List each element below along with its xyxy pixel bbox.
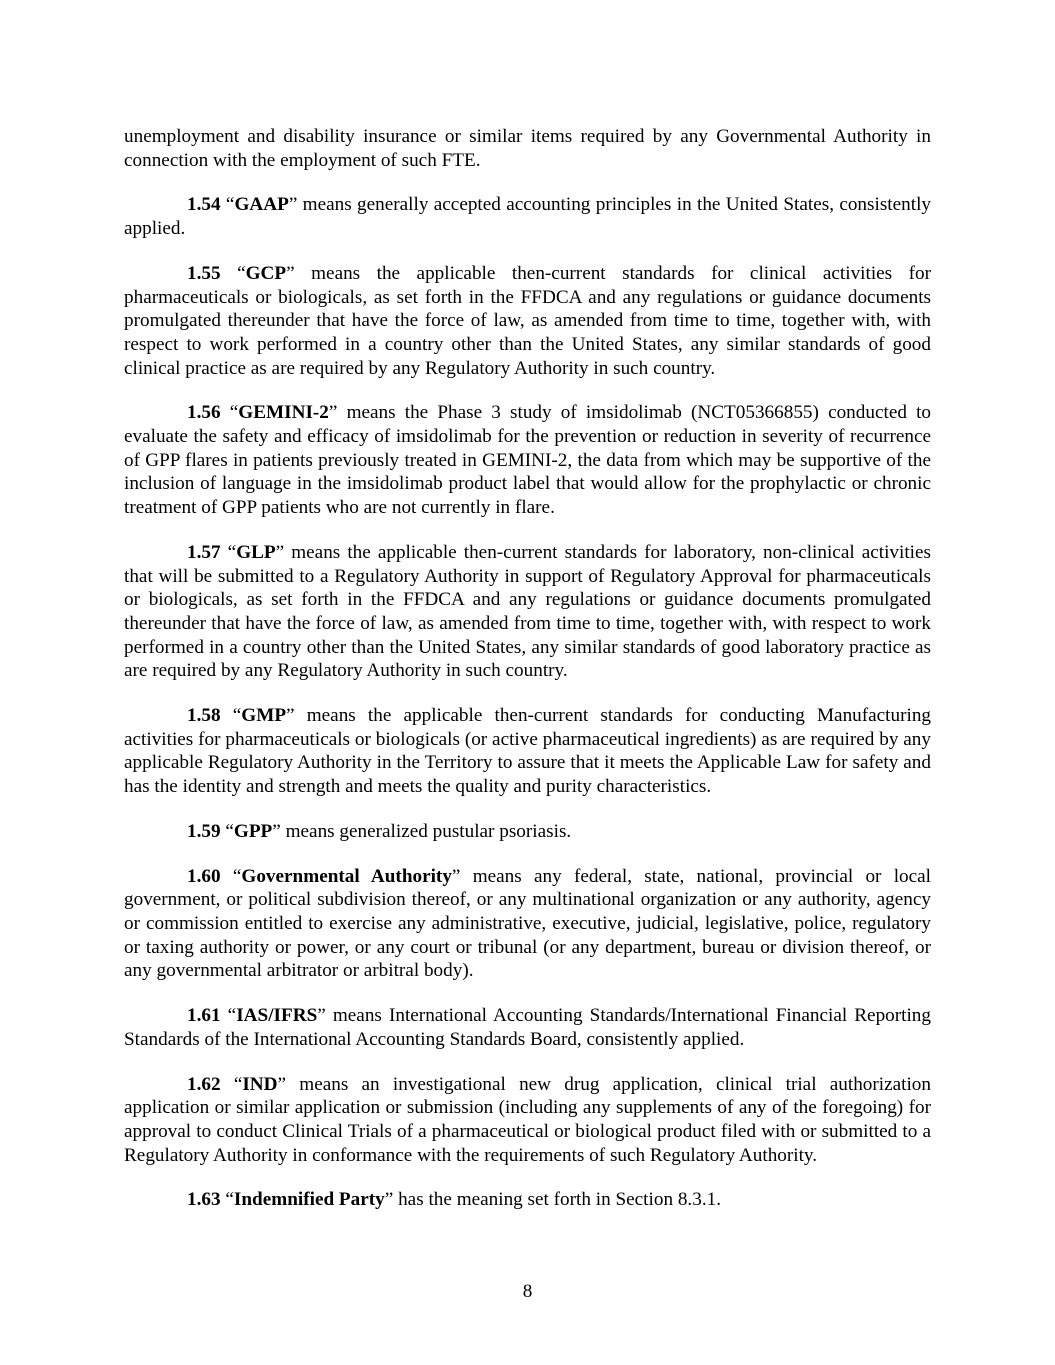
definition-number: 1.63 [187,1189,221,1211]
definition-text: has the meaning set forth in Section 8.3.1. [393,1189,722,1211]
definition-number: 1.58 [187,705,221,727]
defined-term: GAAP [234,194,289,216]
definition-number: 1.59 [187,820,221,842]
defined-term: GEMINI-2 [238,402,329,424]
page-number: 8 [522,1281,533,1302]
definition-text: means the applicable then-current standards for clinical activities for pharmaceuticals or biologicals, as set forth in the FFDCA and any regulations or guidance documents promulgated thereunder that have the force of law, as amended from time to time, together with, with respect to work performed in a country other than the United States, any similar standards of good clinical practice as are required by any Regulatory Authority in such country. [124,262,931,379]
continuation-paragraph: unemployment and disability insurance or similar items required by any Governmental Authority in connection with the employment of such FTE. [124,126,931,171]
defined-term: Indemnified Party [233,1189,385,1211]
definition-1-57: 1.57 “GLP” means the applicable then-current standards for laboratory, non-clinical activities that will be submitted to a Regulatory Authority in support of Regulatory Approval for pharmaceuticals or biologicals, as set forth in the FFDCA and any regulations or guidance documents promulgated thereunder that have the force of law, as amended from time to time, together with, with respect to work performed in a country other than the United States, any similar standards of good laboratory practice as are required by any Regulatory Authority in such country. [124,541,931,682]
definition-1-58: 1.58 “GMP” means the applicable then-current standards for conducting Manufacturing activities for pharmaceuticals or biologicals (or active pharmaceutical ingredients) as are required by any applicable Regulatory Authority in the Territory to assure that it meets the Applicable Law for safety and has the identity and strength and meets the quality and purity characteristics. [124,705,932,798]
definition-text: means the applicable then-current standards for laboratory, non-clinical activities that will be submitted to a Regulatory Authority in support of Regulatory Approval for pharmaceuticals or biologicals, as set forth in the FFDCA and any regulations or guidance documents promulgated thereunder that have the force of law, as amended from time to time, together with, with respect to work performed in a country other than the United States, any similar standards of good laboratory practice as are required by any Regulatory Authority in such country. [124,541,931,682]
definition-number: 1.56 [187,402,221,424]
definition-1-61: 1.61 “IAS/IFRS” means International Accounting Standards/International Financial Reporting Standards of the International Accounting Standards Board, consistently applied. [124,1005,931,1050]
definition-text: means any federal, state, national, provincial or local government, or political subdivision thereof, or any multinational organization or any authority, agency or commission entitled to exercise any administrative, executive, judicial, legislative, police, regulatory or taxing authority or power, or any court or tribunal (or any department, bureau or division thereof, or any governmental arbitrator or arbitral body). [124,865,931,982]
defined-term: GPP [233,820,273,842]
definition-1-62: 1.62 “IND” means an investigational new drug application, clinical trial authorization application or similar application or submission (including any supplements of any of the foregoing) for approval to conduct Clinical Trials of a pharmaceutical or biological product filed with or submitted to a Regulatory Authority in conformance with the requirements of such Regulatory Authority. [124,1073,931,1166]
definition-text: means the Phase 3 study of imsidolimab (NCT05366855) conducted to evaluate the safety and efficacy of imsidolimab for the prevention or reduction in severity of recurrence of GPP flares in patients previously treated in GEMINI-2, the data from which may be supportive of the inclusion of language in the imsidolimab product label that would allow for the prophylactic or chronic treatment of GPP patients who are not currently in flare. [124,402,932,519]
document-page [124,125,931,1233]
defined-term: Governmental Authority [241,865,452,887]
definition-number: 1.57 [187,541,221,563]
definition-number: 1.60 [187,865,221,887]
definition-number: 1.61 [187,1005,221,1027]
definition-number: 1.54 [187,194,221,216]
definition-1-55: 1.55 “GCP” means the applicable then-current standards for clinical activities for pharmaceuticals or biologicals, as set forth in the FFDCA and any regulations or guidance documents promulgated thereunder that have the force of law, as amended from time to time, together with, with respect to work performed in a country other than the United States, any similar standards of good clinical practice as are required by any Regulatory Authority in such country. [124,262,931,379]
definition-1-59: 1.59 “GPP” means generalized pustular psoriasis. [187,820,572,842]
defined-term: GMP [241,705,287,727]
definition-1-56: 1.56 “GEMINI-2” means the Phase 3 study of imsidolimab (NCT05366855) conducted to evaluate the safety and efficacy of imsidolimab for the prevention or reduction in severity of recurrence of GPP flares in patients previously treated in GEMINI-2, the data from which may be supportive of the inclusion of language in the imsidolimab product label that would allow for the prophylactic or chronic treatment of GPP patients who are not currently in flare. [124,402,932,519]
definition-text: means International Accounting Standards/International Financial Reporting Standards of the International Accounting Standards Board, consistently applied. [124,1005,931,1050]
definition-text: means an investigational new drug application, clinical trial authorization application or similar application or submission (including any supplements of any of the foregoing) for approval to conduct Clinical Trials of a pharmaceutical or biological product filed with or submitted to a Regulatory Authority in conformance with the requirements of such Regulatory Authority. [124,1073,931,1166]
defined-term: GCP [245,262,287,284]
defined-term: IND [242,1073,278,1095]
definition-text: means generally accepted accounting principles in the United States, consistently applied. [124,194,931,240]
definition-text: means the applicable then-current standards for conducting Manufacturing activities for pharmaceuticals or biologicals (or active pharmaceutical ingredients) as are required by any applicable Regulatory Authority in the Territory to assure that it meets the Applicable Law for safety and has the identity and strength and meets the quality and purity characteristics. [124,705,932,798]
definition-1-63: 1.63 “Indemnified Party” has the meaning set forth in Section 8.3.1. [187,1189,722,1211]
definition-number: 1.62 [187,1073,221,1095]
definition-1-60: 1.60 “Governmental Authority” means any federal, state, national, provincial or local government, or political subdivision thereof, or any multinational organization or any authority, agency or commission entitled to exercise any administrative, executive, judicial, legislative, police, regulatory or taxing authority or power, or any court or tribunal (or any department, bureau or division thereof, or any governmental arbitrator or arbitral body). [124,865,931,982]
definition-text: means generalized pustular psoriasis. [280,820,572,842]
defined-term: IAS/IFRS [236,1005,318,1027]
definition-number: 1.55 [187,262,221,284]
defined-term: GLP [236,541,276,563]
definition-1-54: 1.54 “GAAP” means generally accepted accounting principles in the United States, consistently applied. [124,194,931,240]
